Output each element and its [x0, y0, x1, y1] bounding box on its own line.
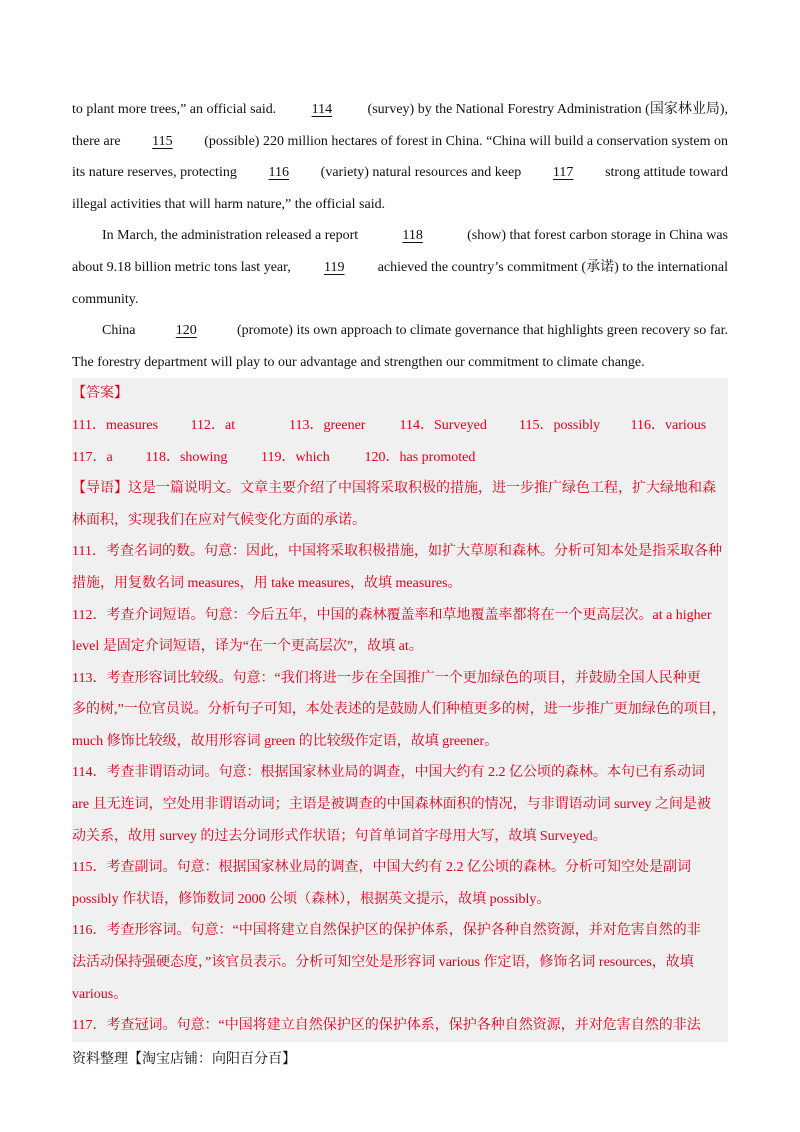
passage-line: [72, 157, 728, 189]
explanation-line: 115．考查副词。句意：根据国家林业局的调查，中国大约有 2.2 亿公顷的森林。分析可知空处是副词: [72, 860, 691, 876]
answer-heading: 【答案】: [72, 386, 128, 402]
document-page: [72, 94, 728, 1042]
passage-line: [72, 220, 728, 252]
text: (possible) 220 million hectares of forest in China. “China will build a conservation system on: [204, 133, 728, 149]
explanation-line: level 是固定介词短语，译为“在一个更高层次”，故填 at。: [72, 639, 423, 655]
text: In March, the administration released a report: [102, 228, 359, 244]
text: (show) that forest carbon storage in China was: [467, 228, 728, 244]
text: (survey) by the National Forestry Administration (国家林业局),: [367, 102, 728, 117]
blank-118: 118: [402, 228, 423, 244]
passage-line: [72, 126, 728, 158]
blank-116: 116: [268, 165, 289, 181]
text: (variety) natural resources and keep: [320, 165, 522, 181]
answer-item: 114．Surveyed: [399, 417, 487, 433]
answer-section: [72, 378, 728, 1041]
text: strong attitude toward: [605, 165, 728, 181]
answer-item: 112．at: [190, 417, 236, 433]
answer-item: 120．has promoted: [364, 449, 476, 465]
passage-line: [72, 284, 728, 316]
explanation-section: [72, 473, 728, 1042]
text: (promote) its own approach to climate governance that highlights green recovery so far.: [236, 323, 728, 339]
explanation-line: 116．考查形容词。句意：“中国将建立自然保护区的保护体系，保护各种自然资源，并对危害自然的非: [72, 923, 701, 939]
explanation-line: possibly 作状语，修饰数词 2000 公顷（森林），根据英文提示，故填 possibly。: [72, 891, 551, 907]
explanation-line: 林面积，实现我们在应对气候变化方面的承诺。: [72, 512, 366, 528]
blank-115: 115: [152, 133, 173, 149]
passage-line: [72, 189, 728, 221]
explanation-line: are 且无连词，空处用非谓语动词；主语是被调查的中国森林面积的情况，与非谓语动词 survey 之间是被: [72, 797, 711, 813]
explanation-line: 111．考查名词的数。句意：因此，中国将采取积极措施，如扩大草原和森林。分析可知本处是指采取各种: [72, 544, 722, 560]
passage-line: [72, 252, 728, 284]
text: achieved the country’s commitment (承诺) to the international: [377, 259, 728, 275]
passage-line: [72, 315, 728, 347]
text: there are: [72, 133, 121, 149]
explanation-line: 113．考查形容词比较级。句意：“我们将进一步在全国推广一个更加绿色的项目，并鼓励全国人民种更: [72, 670, 701, 686]
explanation-line: 117．考查冠词。句意：“中国将建立自然保护区的保护体系，保护各种自然资源，并对危害自然的非法: [72, 1018, 701, 1034]
answer-row: [72, 442, 728, 474]
explanation-line: much 修饰比较级，故用形容词 green 的比较级作定语，故填 greener。: [72, 733, 499, 749]
blank-119: 119: [323, 259, 345, 275]
blank-117: 117: [552, 165, 574, 181]
text: its nature reserves, protecting: [72, 165, 237, 181]
text: China: [102, 323, 136, 339]
footer-note: 资料整理【淘宝店铺：向阳百分百】: [72, 1051, 296, 1067]
answer-item: 118．showing: [145, 449, 228, 465]
text: community.: [72, 291, 139, 307]
blank-114: 114: [311, 102, 333, 117]
blank-120: 120: [175, 323, 197, 339]
explanation-line: 112．考查介词短语。句意：今后五年，中国的森林覆盖率和草地覆盖率都将在一个更高层次。at a higher: [72, 607, 712, 623]
answer-item: 116．various: [630, 417, 707, 433]
text: illegal activities that will harm nature,” the official said.: [72, 196, 386, 212]
answer-item: 117．a: [72, 449, 113, 465]
answer-item: 115．possibly: [519, 417, 601, 433]
passage-line: [72, 94, 728, 126]
explanation-line: 措施，用复数名词 measures，用 take measures，故填 measures。: [72, 575, 462, 591]
explanation-line: various。: [72, 986, 128, 1002]
answer-row: [72, 410, 728, 442]
text: The forestry department will play to our advantage and strengthen our commitment to climate change.: [72, 354, 645, 370]
answer-item: 119．which: [261, 449, 330, 465]
answer-item: 113．greener: [289, 417, 366, 433]
explanation-line: 法活动保持强硬态度，”该官员表示。分析可知空处是形容词 various 作定语，修饰名词 resources，故填: [72, 955, 694, 971]
explanation-line: 114．考查非谓语动词。句意：根据国家林业局的调查，中国大约有 2.2 亿公顷的森林。本句已有系动词: [72, 765, 705, 781]
text: to plant more trees,” an official said.: [72, 102, 277, 117]
answer-item: 111．measures: [72, 417, 159, 433]
explanation-line: 动关系，故用 survey 的过去分词形式作状语；句首单词首字母用大写，故填 Surveyed。: [72, 828, 607, 844]
passage-line: [72, 347, 728, 379]
explanation-line: 多的树,”一位官员说。分析句子可知，本处表述的是鼓励人们种植更多的树，进一步推广更加绿色的项目，: [72, 702, 726, 718]
text: about 9.18 billion metric tons last year,: [72, 259, 291, 275]
explanation-line: 【导语】这是一篇说明文。文章主要介绍了中国将采取积极的措施，进一步推广绿色工程，扩大绿地和森: [72, 481, 716, 497]
